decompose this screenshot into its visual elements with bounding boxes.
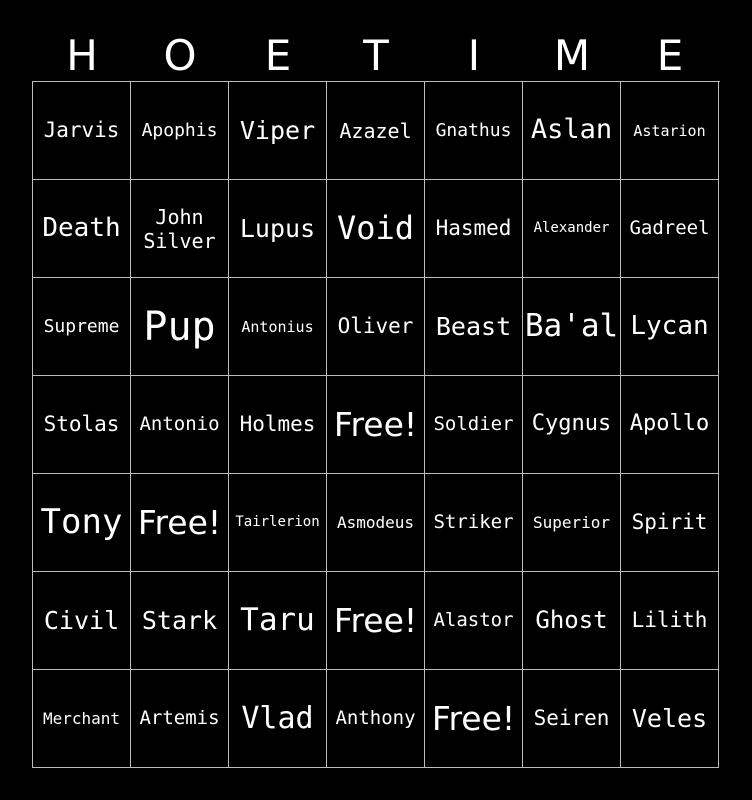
bingo-cell[interactable]: Antonio	[131, 376, 229, 474]
header-letter: T	[363, 30, 389, 80]
bingo-cell[interactable]: Civil	[33, 572, 131, 670]
bingo-cell[interactable]: Viper	[229, 82, 327, 180]
bingo-cell[interactable]: Apophis	[131, 82, 229, 180]
bingo-cell[interactable]: Beast	[425, 278, 523, 376]
bingo-cell[interactable]: Gnathus	[425, 82, 523, 180]
bingo-cell[interactable]: Ghost	[523, 572, 621, 670]
header-letter: H	[66, 30, 98, 80]
bingo-cell[interactable]: Stolas	[33, 376, 131, 474]
bingo-cell[interactable]: Superior	[523, 474, 621, 572]
bingo-cell[interactable]: Spirit	[621, 474, 719, 572]
bingo-cell[interactable]: Astarion	[621, 82, 719, 180]
bingo-cell[interactable]: Cygnus	[523, 376, 621, 474]
bingo-cell[interactable]: Vlad	[229, 670, 327, 768]
bingo-cell[interactable]: Soldier	[425, 376, 523, 474]
bingo-cell[interactable]: Supreme	[33, 278, 131, 376]
bingo-cell[interactable]: Antonius	[229, 278, 327, 376]
bingo-cell[interactable]: Oliver	[327, 278, 425, 376]
bingo-cell[interactable]: Merchant	[33, 670, 131, 768]
bingo-cell[interactable]: Azazel	[327, 82, 425, 180]
bingo-cell[interactable]: Anthony	[327, 670, 425, 768]
header-letter: M	[553, 30, 591, 80]
free-space[interactable]: Free!	[131, 474, 229, 572]
bingo-cell[interactable]: Stark	[131, 572, 229, 670]
bingo-cell[interactable]: Lupus	[229, 180, 327, 278]
header-letter: E	[264, 30, 292, 80]
bingo-cell[interactable]: Aslan	[523, 82, 621, 180]
free-space[interactable]: Free!	[327, 376, 425, 474]
bingo-cell[interactable]: Artemis	[131, 670, 229, 768]
bingo-header	[33, 28, 719, 82]
bingo-cell[interactable]: Alastor	[425, 572, 523, 670]
bingo-cell[interactable]: Hasmed	[425, 180, 523, 278]
bingo-cell[interactable]: Gadreel	[621, 180, 719, 278]
bingo-board	[32, 81, 720, 768]
bingo-cell[interactable]: Tairlerion	[229, 474, 327, 572]
bingo-cell[interactable]: Asmodeus	[327, 474, 425, 572]
bingo-cell[interactable]: Taru	[229, 572, 327, 670]
free-space[interactable]: Free!	[327, 572, 425, 670]
bingo-cell[interactable]: Ba'al	[523, 278, 621, 376]
bingo-cell[interactable]: Alexander	[523, 180, 621, 278]
bingo-cell[interactable]: Pup	[131, 278, 229, 376]
bingo-cell[interactable]: John Silver	[131, 180, 229, 278]
bingo-cell[interactable]: Death	[33, 180, 131, 278]
header-letter: O	[163, 30, 197, 80]
bingo-cell[interactable]: Veles	[621, 670, 719, 768]
bingo-cell[interactable]: Holmes	[229, 376, 327, 474]
header-letter: E	[656, 30, 684, 80]
free-space[interactable]: Free!	[425, 670, 523, 768]
bingo-cell[interactable]: Tony	[33, 474, 131, 572]
bingo-cell[interactable]: Void	[327, 180, 425, 278]
bingo-cell[interactable]: Lilith	[621, 572, 719, 670]
bingo-cell[interactable]: Striker	[425, 474, 523, 572]
header-letter: I	[467, 30, 481, 80]
bingo-cell[interactable]: Seiren	[523, 670, 621, 768]
bingo-cell[interactable]: Apollo	[621, 376, 719, 474]
bingo-cell[interactable]: Jarvis	[33, 82, 131, 180]
bingo-cell[interactable]: Lycan	[621, 278, 719, 376]
